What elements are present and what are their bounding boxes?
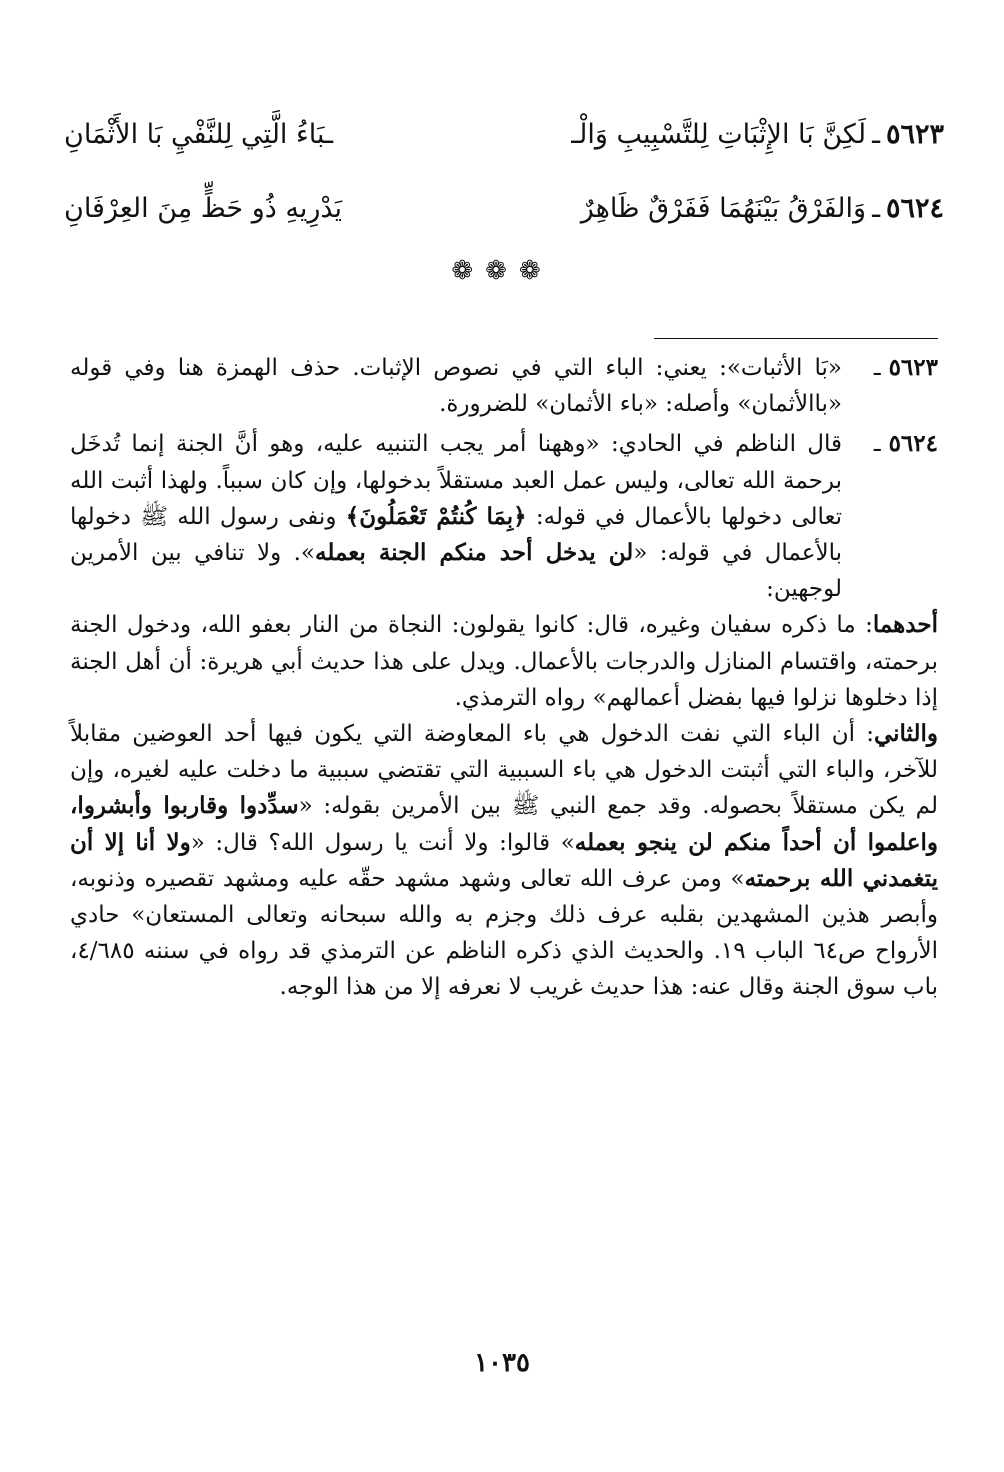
verse-line-5623 xyxy=(64,112,944,158)
verse-dash: ـ xyxy=(872,119,880,150)
paragraph-label: والثاني xyxy=(873,720,938,748)
text-run: » قالوا: ولا أنت يا رسول الله؟ قال: « xyxy=(190,829,575,856)
footnote-number: ٥٦٢٤ ـ xyxy=(873,430,938,458)
verse-number: ٥٦٢٤ xyxy=(885,193,944,224)
hadith-quote: ولا أنا إلا أن يتغمدني الله برحمته xyxy=(70,828,938,892)
verse-number: ٥٦٢٣ xyxy=(885,119,944,150)
footnote-number: ٥٦٢٣ ـ xyxy=(873,354,938,381)
paragraph-label: أحدهما xyxy=(872,611,938,639)
quran-quote: ﴿بِمَا كُنتُمْ تَعْمَلُونَ﴾ xyxy=(345,502,527,530)
footnote-paragraph-intro xyxy=(70,426,842,607)
hadith-quote: سدِّدوا وقاربوا وأبشروا، واعلموا أن أحداً منكم لن ينجو بعمله xyxy=(70,792,938,856)
verse-first-hemistich: وَالفَرْقُ بَيْنَهُمَا فَفَرْقٌ ظَاهِرٌ xyxy=(580,193,867,224)
verse-line-5624 xyxy=(64,186,944,232)
hadith-quote: لن يدخل أحد منكم الجنة بعمله xyxy=(315,539,634,567)
footnote-paragraph-first-reason xyxy=(70,607,938,716)
text-run: ». ولا تنافي بين الأمرين لوجهين: xyxy=(70,540,842,603)
footnotes xyxy=(70,350,938,1006)
verse-second-hemistich: يَدْرِيهِ ذُو حَظٍّ مِنَ العِرْفَانِ xyxy=(64,193,343,224)
footnote-paragraph-second-reason xyxy=(70,716,938,1006)
verse-dash: ـ xyxy=(872,193,880,224)
verse-second-hemistich: ـبَاءُ الَّتِي لِلنَّفْيِ بَا الأَثْمَانِ xyxy=(64,119,333,150)
text-run: ونفى رسول الله ﷺ دخولها بالأعمال في قوله: « xyxy=(70,503,842,567)
section-separator-stars: ❁❁❁ xyxy=(451,256,553,286)
text-run: : ما ذكره سفيان وغيره، قال: كانوا يقولون: النجاة من النار بعفو الله، ودخول الجنة برحمته، واقتسام المنازل والدرجات بالأعمال. ويدل على هذا حديث أبي هريرة: أن أهل الجنة إذا دخلوها نزلوا فيها بفضل أعمالهم» رواه الترمذي. xyxy=(70,612,938,711)
footnote-divider xyxy=(654,338,938,339)
footnote-5623 xyxy=(70,350,938,422)
text-run: : أن الباء التي نفت الدخول هي باء المعاوضة التي يكون فيها أحد العوضين مقابلاً للآخر، والباء التي أثبتت الدخول هي باء السببية التي تقتضي سببية ما دخلت عليه لغيره، وإن لم يكن مستقلاً بحصوله. وقد جمع النبي ﷺ بين الأمرين بقوله: « xyxy=(70,721,938,820)
page-number: ١٠٣٥ xyxy=(474,1348,530,1378)
text-run: » ومن عرف الله تعالى وشهد مشهد حقّه عليه ومشهد تقصيره وذنوبه، وأبصر هذين المشهدين بقلبه عرف ذلك وجزم به والله سبحانه وتعالى المستعان» حادي الأرواح ص٦٤ الباب ١٩. والحديث الذي ذكره الناظم عن الترمذي قد رواه في سننه ٤/٦٨٥، باب سوق الجنة وقال عنه: هذا حديث غريب لا نعرفه إلا من هذا الوجه. xyxy=(70,865,939,1001)
verse-first-hemistich: لَكِنَّ بَا الإِثْبَاتِ لِلتَّسْبِيبِ وَالْـ xyxy=(571,119,867,150)
text-run: قال الناظم في الحادي: «وههنا أمر يجب التنبيه عليه، وهو أنَّ الجنة إنما تُدخَل برحمة الله تعالى، وليس عمل العبد مستقلاً بدخولها، وإن كان سبباً. ولهذا أثبت الله تعالى دخولها بالأعمال في قوله: xyxy=(70,431,842,530)
footnote-5624 xyxy=(70,426,938,607)
footnote-text: «بَا الأثبات»: يعني: الباء التي في نصوص الإثبات. حذف الهمزة هنا وفي قوله «باالأثمان» وأصله: «باء الأثمان» للضرورة. xyxy=(70,355,842,418)
